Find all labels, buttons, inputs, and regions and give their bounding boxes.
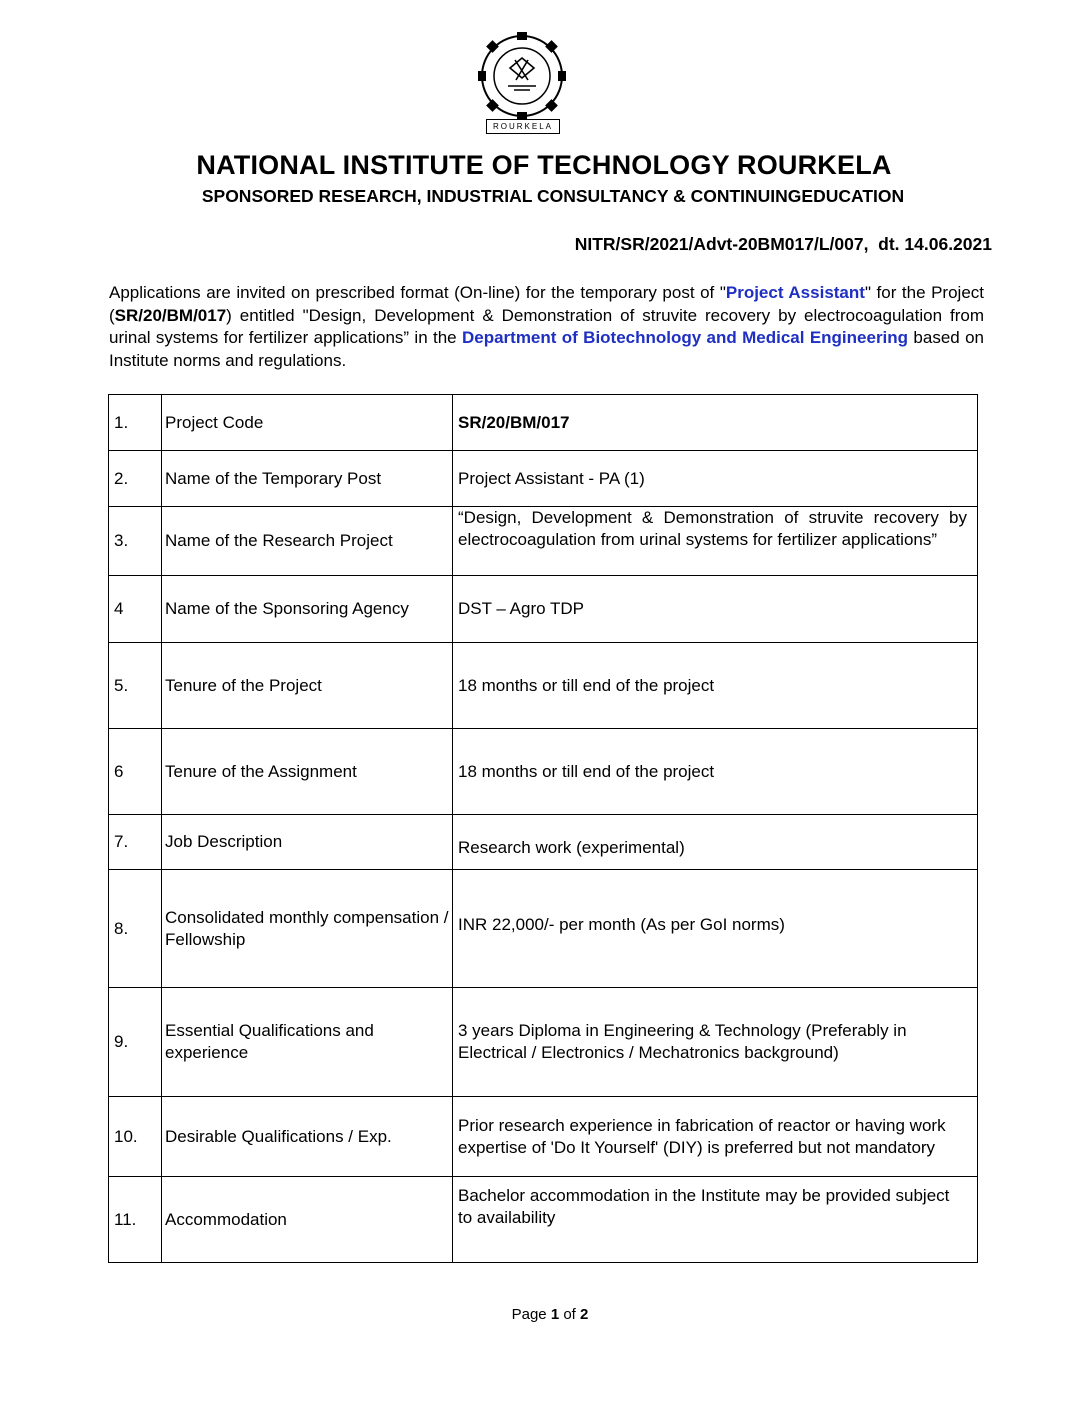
table-row: [109, 988, 978, 1097]
intro-text-4: based on Institute norms and regulations.: [109, 328, 984, 370]
row-number: 10.: [109, 1097, 162, 1177]
row-label: Name of the Sponsoring Agency: [162, 576, 453, 643]
row-number: 11.: [109, 1177, 162, 1263]
table-row: [109, 507, 978, 576]
row-value: Bachelor accommodation in the Institute may be provided subject to availability: [453, 1177, 978, 1263]
row-label: Accommodation: [162, 1177, 453, 1263]
row-number: 2.: [109, 451, 162, 507]
table-row: [109, 815, 978, 870]
row-number: 6: [109, 729, 162, 815]
row-value: Project Assistant - PA (1): [453, 451, 978, 507]
row-value: 3 years Diploma in Engineering & Technology (Preferably in Electrical / Electronics / Mechatronics background): [453, 988, 978, 1097]
row-label: Name of the Temporary Post: [162, 451, 453, 507]
reference-number: NITR/SR/2021/Advt-20BM017/L/007, dt. 14.06.2021: [574, 234, 992, 254]
department-subtitle: SPONSORED RESEARCH, INDUSTRIAL CONSULTANCY & CONTINUINGEDUCATION: [201, 186, 905, 206]
row-number: 9.: [109, 988, 162, 1097]
table-row: [109, 1097, 978, 1177]
row-number: 5.: [109, 643, 162, 729]
page-word: Page: [511, 1306, 547, 1323]
row-number: 1.: [109, 395, 162, 451]
row-value: Research work (experimental): [453, 815, 978, 870]
row-value: INR 22,000/- per month (As per GoI norms): [453, 870, 978, 988]
row-number: 3.: [109, 507, 162, 576]
page-footer: [0, 1306, 1088, 1323]
row-value: 18 months or till end of the project: [453, 729, 978, 815]
row-value: SR/20/BM/017: [453, 395, 978, 451]
page-number: 1: [550, 1306, 560, 1323]
row-number: 4: [109, 576, 162, 643]
intro-text-2: " for the Project (: [109, 283, 984, 325]
table-row: [109, 870, 978, 988]
page-total: 2: [580, 1306, 589, 1323]
institute-title: NATIONAL INSTITUTE OF TECHNOLOGY ROURKELA: [196, 150, 892, 180]
intro-text-1: Applications are invited on prescribed format (On-line) for the temporary post of ": [109, 283, 726, 302]
row-label: Essential Qualifications and experience: [162, 988, 453, 1097]
row-label: Project Code: [162, 395, 453, 451]
intro-project-code: SR/20/BM/017: [114, 305, 227, 325]
row-number: 8.: [109, 870, 162, 988]
row-number: 7.: [109, 815, 162, 870]
row-label: Consolidated monthly compensation / Fellowship: [162, 870, 453, 988]
table-row: [109, 643, 978, 729]
row-value: Prior research experience in fabrication of reactor or having work expertise of 'Do It Yourself' (DIY) is preferred but not mandatory: [453, 1097, 978, 1177]
row-label: Tenure of the Project: [162, 643, 453, 729]
intro-paragraph: [109, 282, 984, 372]
logo-caption: ROURKELA: [486, 119, 560, 134]
intro-text-3: ) entitled "Design, Development & Demonstration of struvite recovery by electrocoagulation from urinal systems for fertilizer applications” in the: [109, 305, 984, 347]
table-row: [109, 1177, 978, 1263]
row-label: Tenure of the Assignment: [162, 729, 453, 815]
table-row: [109, 576, 978, 643]
row-value: “Design, Development & Demonstration of struvite recovery by electrocoagulation from urinal systems for fertilizer applications”: [453, 507, 978, 576]
intro-department: Department of Biotechnology and Medical Engineering: [461, 328, 909, 347]
row-value: DST – Agro TDP: [453, 576, 978, 643]
intro-post-name: Project Assistant: [725, 283, 865, 302]
table-row: [109, 395, 978, 451]
position-details-table: [108, 394, 978, 1263]
row-label: Job Description: [162, 815, 453, 870]
row-label: Name of the Research Project: [162, 507, 453, 576]
row-value: 18 months or till end of the project: [453, 643, 978, 729]
table-row: [109, 729, 978, 815]
of-word: of: [563, 1306, 576, 1323]
table-row: [109, 451, 978, 507]
row-label: Desirable Qualifications / Exp.: [162, 1097, 453, 1177]
